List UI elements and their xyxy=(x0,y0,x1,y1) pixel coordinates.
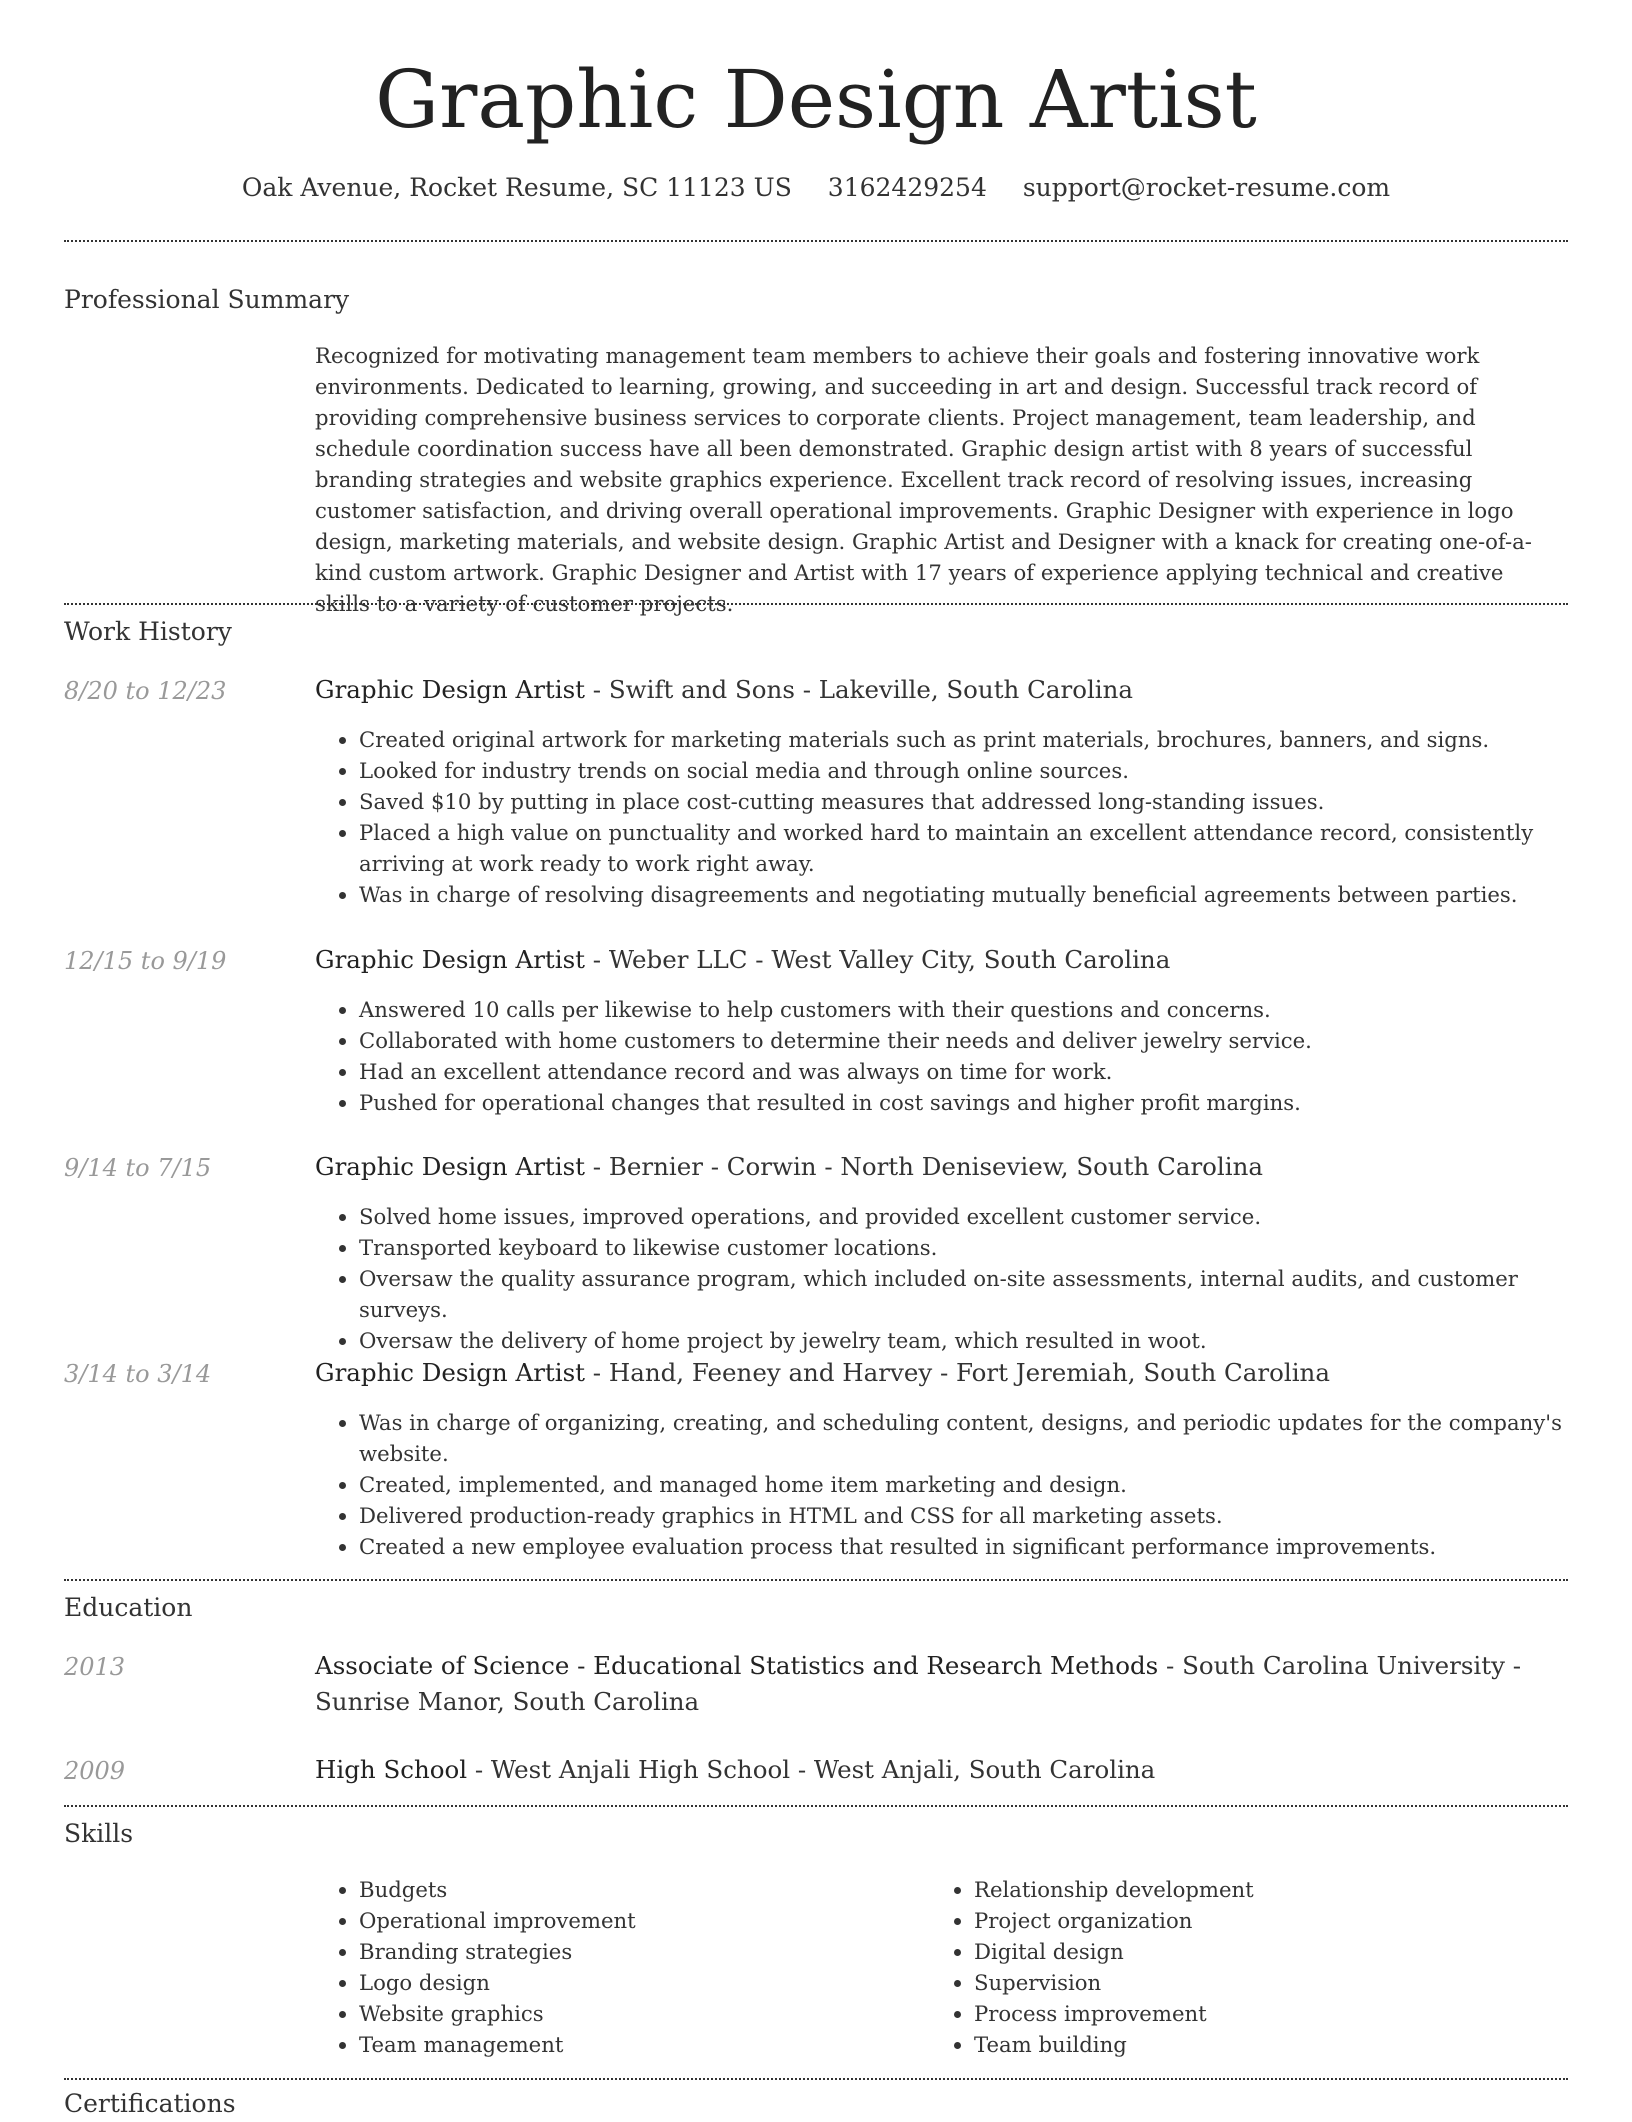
education-entry xyxy=(315,1648,1570,1720)
skill-item: • Supervision xyxy=(974,1967,1574,1998)
job-details: - Bernier - Corwin - North Deniseview, South Carolina xyxy=(585,1152,1263,1181)
education-details: - South Carolina University - Sunrise Manor, South Carolina xyxy=(315,1651,1521,1716)
job-title xyxy=(315,1355,1570,1391)
skill-item: • Team management xyxy=(359,2029,919,2060)
list-item: • Created, implemented, and managed home item marketing and design. xyxy=(359,1469,1599,1500)
divider xyxy=(64,1579,1568,1581)
education-year: 2009 xyxy=(64,1757,126,1785)
section-title-education: Education xyxy=(64,1593,193,1622)
address: Oak Avenue, Rocket Resume, SC 11123 US xyxy=(241,173,792,202)
section-title-skills: Skills xyxy=(64,1819,134,1848)
list-item: • Looked for industry trends on social media and through online sources. xyxy=(359,755,1599,786)
skills-list-right xyxy=(930,1874,1574,2060)
section-title-certifications: Certifications xyxy=(64,2089,236,2118)
section-title-work: Work History xyxy=(64,617,232,646)
skill-item: • Relationship development xyxy=(974,1874,1574,1905)
list-item: • Was in charge of resolving disagreements and negotiating mutually beneficial agreements between parties. xyxy=(359,879,1599,910)
skill-item: • Branding strategies xyxy=(359,1936,919,1967)
divider xyxy=(64,603,1568,605)
job-bullets xyxy=(315,1201,1599,1356)
phone: 3162429254 xyxy=(827,173,987,202)
list-item: • Answered 10 calls per likewise to help customers with their questions and concerns. xyxy=(359,994,1599,1025)
job-title xyxy=(315,672,1570,708)
divider xyxy=(64,2078,1568,2080)
summary-text: Recognized for motivating management team members to achieve their goals and fostering innovative work environments. Dedicated to learning, growing, and succeeding in art and design. Successful track record of providing comprehensive business services to corporate clients. Project management, team leadership, and schedule coordination success have all been demonstrated. Graphic design artist with 8 years of successful branding strategies and website graphics experience. Excellent track record of resolving issues, increasing customer satisfaction, and driving overall operational improvements. Graphic Designer with experience in logo design, marketing materials, and website design. Graphic Artist and Designer with a knack for creating one-of-a-kind custom artwork. Graphic Designer and Artist with 17 years of experience applying technical and creative skills to a variety of customer projects. xyxy=(315,343,1532,616)
education-degree: Associate of Science - Educational Statistics and Research Methods xyxy=(315,1651,1159,1680)
list-item: • Had an excellent attendance record and was always on time for work. xyxy=(359,1056,1599,1087)
job-dates: 3/14 to 3/14 xyxy=(64,1360,212,1388)
skill-item: • Operational improvement xyxy=(359,1905,919,1936)
job-bullets xyxy=(315,994,1599,1118)
email: support@rocket-resume.com xyxy=(1022,173,1391,202)
job-role: Graphic Design Artist xyxy=(315,1152,586,1181)
list-item: • Pushed for operational changes that resulted in cost savings and higher profit margins. xyxy=(359,1087,1599,1118)
list-item: • Transported keyboard to likewise customer locations. xyxy=(359,1232,1599,1263)
job-role: Graphic Design Artist xyxy=(315,1358,586,1387)
job-dates: 12/15 to 9/19 xyxy=(64,947,227,975)
job-dates: 9/14 to 7/15 xyxy=(64,1154,212,1182)
job-details: - Hand, Feeney and Harvey - Fort Jeremiah, South Carolina xyxy=(585,1358,1330,1387)
skills-list-left xyxy=(315,1874,919,2060)
list-item: • Oversaw the delivery of home project by jewelry team, which resulted in woot. xyxy=(359,1325,1599,1356)
skill-item: • Process improvement xyxy=(974,1998,1574,2029)
contact-line xyxy=(0,170,1632,206)
education-degree: High School xyxy=(315,1755,468,1784)
job-role: Graphic Design Artist xyxy=(315,675,586,704)
list-item: • Solved home issues, improved operations, and provided excellent customer service. xyxy=(359,1201,1599,1232)
job-title xyxy=(315,942,1570,978)
candidate-name: Graphic Design Artist xyxy=(375,53,1257,146)
job-title xyxy=(315,1149,1570,1185)
skill-item: • Team building xyxy=(974,2029,1574,2060)
education-entry xyxy=(315,1752,1570,1788)
skill-item: • Digital design xyxy=(974,1936,1574,1967)
job-dates: 8/20 to 12/23 xyxy=(64,677,227,705)
list-item: • Saved $10 by putting in place cost-cutting measures that addressed long-standing issues. xyxy=(359,786,1599,817)
list-item: • Delivered production-ready graphics in HTML and CSS for all marketing assets. xyxy=(359,1500,1599,1531)
education-details: - West Anjali High School - West Anjali, South Carolina xyxy=(467,1755,1156,1784)
divider xyxy=(64,240,1568,242)
skill-item: • Project organization xyxy=(974,1905,1574,1936)
list-item: • Collaborated with home customers to determine their needs and deliver jewelry service. xyxy=(359,1025,1599,1056)
skill-item: • Website graphics xyxy=(359,1998,919,2029)
skill-item: • Budgets xyxy=(359,1874,919,1905)
job-bullets xyxy=(315,724,1599,910)
job-details: - Weber LLC - West Valley City, South Carolina xyxy=(585,945,1171,974)
list-item: • Created original artwork for marketing materials such as print materials, brochures, banners, and signs. xyxy=(359,724,1599,755)
list-item: • Created a new employee evaluation process that resulted in significant performance improvements. xyxy=(359,1531,1599,1562)
list-item: • Oversaw the quality assurance program, which included on-site assessments, internal audits, and customer surveys. xyxy=(359,1263,1599,1325)
divider xyxy=(64,1805,1568,1807)
list-item: • Placed a high value on punctuality and worked hard to maintain an excellent attendance record, consistently arriving at work ready to work right away. xyxy=(359,817,1599,879)
list-item: • Was in charge of organizing, creating, and scheduling content, designs, and periodic updates for the company's website. xyxy=(359,1407,1599,1469)
job-bullets xyxy=(315,1407,1599,1562)
job-details: - Swift and Sons - Lakeville, South Carolina xyxy=(585,675,1133,704)
skill-item: • Logo design xyxy=(359,1967,919,1998)
job-role: Graphic Design Artist xyxy=(315,945,586,974)
education-year: 2013 xyxy=(64,1653,126,1681)
section-title-summary: Professional Summary xyxy=(64,285,350,314)
